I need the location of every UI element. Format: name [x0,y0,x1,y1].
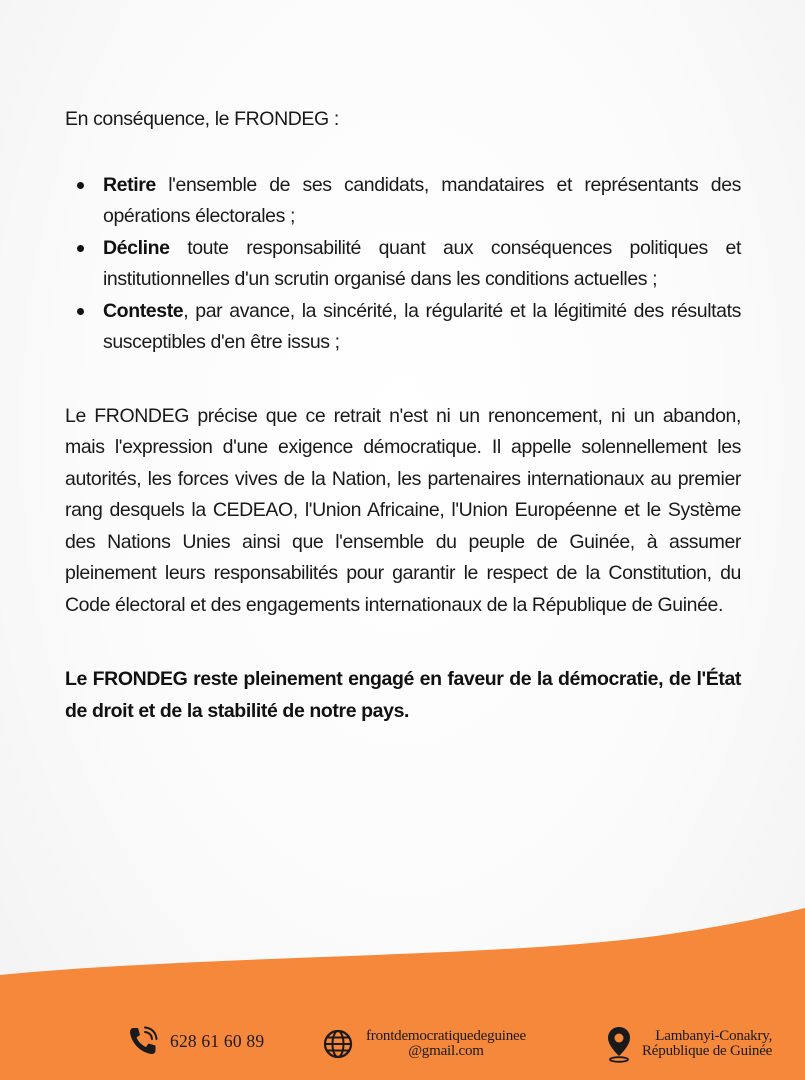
bullet-keyword: Conteste [103,299,184,322]
bullet-text: l'ensemble de ses candidats, mandataires et représentants des opérations électorales ; [103,173,741,227]
globe-icon [322,1028,354,1060]
footer-address [606,1024,772,1064]
bullet-icon [77,182,84,189]
list-item [103,170,741,233]
closing-statement: Le FRONDEG reste pleinement engagé en faveur de la démocratie, de l'État de droit et de la stabilité de notre pays. [65,668,741,722]
body-paragraph: Le FRONDEG précise que ce retrait n'est ni un renoncement, ni un abandon, mais l'expression d'une exigence démocratique. Il appelle solennellement les autorités, les forces vives de la Nation, les partenaires internationaux au premier rang desquels la CEDEAO, l'Union Africaine, l'Union Européenne et le Système des Nations Unies ainsi que l'ensemble du peuple de Guinée, à assumer pleinement leurs responsabilités pour garantir le respect de la Constitution, du Code électoral et des engagements internationaux de la République de Guinée. [65,404,741,616]
address-line-1: Lambanyi-Conakry, [655,1028,773,1044]
bullet-text: toute responsabilité quant aux conséquences politiques et institutionnelles d'un scrutin organisé dans les conditions actuelles ; [103,236,741,290]
bullet-text: , par avance, la sincérité, la régularité et la légitimité des résultats susceptibles d'en être issus ; [103,299,741,353]
footer-phone[interactable] [126,1023,264,1059]
intro-text: En conséquence, le FRONDEG : [65,108,339,130]
location-pin-icon [606,1025,632,1063]
email-line-2: @gmail.com [408,1043,484,1059]
bullet-icon [77,245,84,252]
address-block [642,1029,772,1059]
phone-icon [126,1024,160,1058]
document-body [65,104,741,727]
bullet-icon [77,308,84,315]
bullet-list [65,170,741,359]
footer-email[interactable] [322,1026,526,1062]
phone-number: 628 61 60 89 [170,1030,265,1051]
email-block [366,1029,526,1059]
list-item [103,233,741,296]
email-line-1: frontdemocratiquedeguinee [366,1028,526,1044]
address-line-2: République de Guinée [642,1043,773,1059]
bullet-keyword: Décline [103,236,170,259]
list-item [103,296,741,359]
bullet-keyword: Retire [103,173,156,196]
